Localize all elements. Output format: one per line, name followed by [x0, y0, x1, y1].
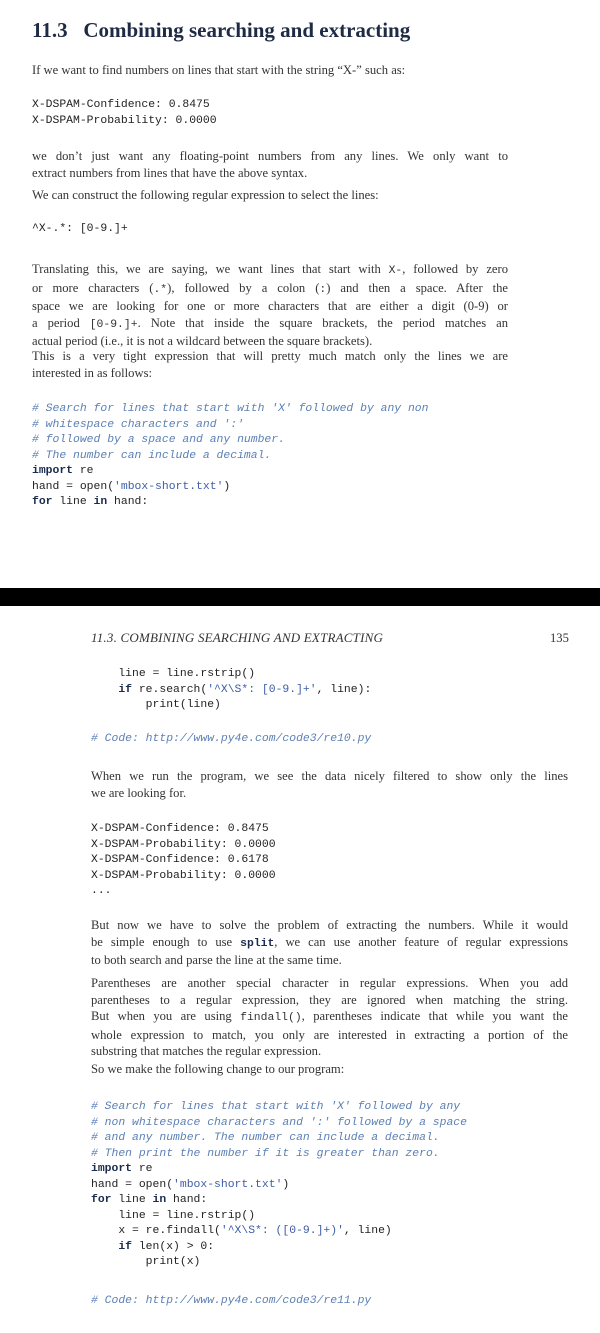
running-header: 11.3. COMBINING SEARCHING AND EXTRACTING — [91, 630, 384, 645]
code-text: hand: — [166, 1194, 208, 1206]
output-line: ... — [91, 885, 112, 897]
text-fragment: , parentheses indicate that while you want the — [301, 1009, 568, 1024]
code-string: 'mbox-short.txt' — [173, 1178, 283, 1191]
text-line — [32, 261, 508, 280]
code-line — [91, 1240, 467, 1256]
code-line: line = line.rstrip() — [91, 668, 256, 680]
code-source-link: # Code: http://www.py4e.com/code3/re11.py — [91, 1295, 372, 1307]
output-line: X-DSPAM-Probability: 0.0000 — [91, 869, 276, 882]
text-line: whole expression to match, you only are interested in extracting a portion of the — [91, 1027, 568, 1042]
intro-paragraph: If we want to find numbers on lines that start with the string “X-” such as: — [32, 63, 406, 77]
text-fragment: ) and then a space. After the — [326, 280, 508, 295]
code-comment: # Then print the number if it is greater than zero. — [91, 1147, 440, 1160]
code-keyword: for — [91, 1194, 112, 1206]
text-line: Parentheses are another special character in regular expressions. When you add — [91, 976, 568, 990]
text-line — [32, 315, 508, 334]
code-text: hand = open( — [32, 480, 115, 493]
paragraph-translation — [32, 261, 508, 350]
paragraph-tight — [32, 348, 508, 381]
code-line — [32, 480, 428, 496]
code-text: len(x) > 0: — [132, 1240, 215, 1253]
text-line: actual period (i.e., it is not a wildcard between the square brackets). — [32, 334, 373, 349]
text-line: When we run the program, we see the data nicely filtered to show only the lines — [91, 769, 568, 783]
text-fragment: , followed by zero — [402, 262, 508, 276]
code-text: hand = open( — [91, 1178, 174, 1191]
code-keyword: in — [93, 496, 108, 508]
code-keyword: for — [32, 496, 53, 508]
text-line: interested in as follows: — [32, 365, 152, 380]
section-number: 11.3 — [32, 18, 68, 42]
code-comment: # The number can include a decimal. — [32, 449, 272, 462]
code-line — [32, 495, 428, 511]
text-fragment: , we can use another feature of regular expressions — [274, 934, 568, 949]
sample-line: X-DSPAM-Confidence: 0.8475 — [32, 99, 210, 111]
page-lower — [0, 606, 600, 1333]
code-comment: # Search for lines that start with 'X' followed by any — [91, 1101, 461, 1113]
code-line — [32, 464, 428, 480]
text-line — [91, 934, 568, 953]
code-keyword: if — [118, 683, 133, 696]
code-keyword: if — [118, 1240, 133, 1253]
page-number: 135 — [550, 631, 569, 645]
code-keyword: import — [91, 1163, 133, 1175]
code-text: line — [52, 496, 94, 508]
text-fragment: Translating this, we are saying, we want lines that start with — [32, 262, 389, 276]
code-text: re — [132, 1163, 153, 1175]
inline-code: findall() — [240, 1012, 302, 1025]
text-fragment: or more characters ( — [32, 280, 154, 295]
code-string: 'mbox-short.txt' — [114, 480, 224, 493]
output-block — [91, 822, 276, 900]
paragraph-syntax — [32, 148, 508, 181]
code-keyword: in — [152, 1194, 167, 1206]
code-block-extract — [91, 1100, 467, 1271]
code-text: hand: — [107, 496, 149, 508]
code-text: , line) — [343, 1225, 392, 1237]
text-line: substring that matches the regular expression. — [91, 1044, 322, 1059]
output-line: X-DSPAM-Probability: 0.0000 — [91, 838, 276, 851]
code-keyword: import — [32, 465, 74, 477]
code-line — [91, 1178, 467, 1194]
code-string: '^X\S*: ([0-9.]+)' — [220, 1225, 344, 1237]
code-line — [91, 683, 371, 699]
text-line: space we are looking for one or more characters that are either a digit (0-9) or — [32, 299, 508, 314]
code-string: '^X\S*: [0-9.]+' — [207, 683, 317, 696]
code-text: re — [73, 465, 94, 477]
text-fragment: be simple enough to use — [91, 934, 241, 949]
code-comment: # whitespace characters and ':' — [32, 418, 244, 431]
text-fragment: . Note that inside the square brackets, the period matches an — [137, 315, 508, 330]
code-comment: # Search for lines that start with 'X' followed by any non — [32, 403, 429, 415]
text-line: parentheses to a regular expression, they are ignored when matching the string. — [91, 992, 568, 1007]
inline-code: [0-9.]+ — [89, 318, 138, 331]
page-separator — [0, 588, 600, 606]
code-text: x = re.findall( — [91, 1225, 221, 1237]
text-line: to both search and parse the line at the same time. — [91, 953, 342, 968]
sample-lines — [32, 98, 217, 129]
code-text: ) — [223, 480, 231, 493]
code-comment: # non whitespace characters and ':' followed by a space — [91, 1116, 467, 1129]
section-title: Combining searching and extracting — [83, 18, 411, 42]
paragraph-parentheses — [91, 975, 568, 1060]
code-block-search — [32, 402, 428, 511]
code-text: re.search( — [132, 683, 208, 696]
text-line: we don’t just want any floating-point numbers from any lines. We only want to — [32, 149, 508, 163]
text-line: This is a very tight expression that will pretty much match only the lines we are — [32, 349, 508, 363]
text-line: extract numbers from lines that have the above syntax. — [32, 165, 308, 180]
paragraph-change: So we make the following change to our program: — [91, 1062, 345, 1076]
output-line: X-DSPAM-Confidence: 0.6178 — [91, 854, 269, 866]
inline-code: : — [319, 283, 327, 296]
code-block-search-cont — [91, 667, 371, 714]
text-line — [91, 1008, 568, 1027]
code-text: line — [111, 1194, 153, 1206]
text-fragment: But when you are using — [91, 1009, 241, 1024]
section-heading — [32, 18, 410, 43]
inline-code: X- — [388, 265, 403, 277]
text-fragment: ), followed by a colon ( — [167, 280, 320, 295]
code-line: line = line.rstrip() — [91, 1209, 256, 1222]
paragraph-construct: We can construct the following regular expression to select the lines: — [32, 188, 379, 202]
paragraph-run — [91, 768, 568, 801]
code-line — [91, 1193, 467, 1209]
code-text: , line): — [316, 683, 372, 696]
text-line: we are looking for. — [91, 785, 187, 800]
text-fragment: a period — [32, 315, 90, 330]
code-line: print(x) — [91, 1256, 201, 1268]
code-comment: # and any number. The number can include a decimal. — [91, 1132, 440, 1144]
code-line: print(line) — [91, 699, 221, 711]
code-line — [91, 1224, 467, 1240]
inline-code: split — [240, 937, 275, 950]
page-upper — [0, 0, 600, 588]
code-comment: # followed by a space and any number. — [32, 434, 285, 446]
inline-code: .* — [153, 283, 168, 296]
text-line: But now we have to solve the problem of extracting the numbers. While it would — [91, 918, 568, 932]
sample-line: X-DSPAM-Probability: 0.0000 — [32, 114, 217, 127]
code-text: ) — [282, 1178, 290, 1191]
regex-expression: ^X-.*: [0-9.]+ — [32, 223, 128, 235]
paragraph-extract — [91, 917, 568, 969]
text-line — [32, 280, 508, 299]
output-line: X-DSPAM-Confidence: 0.8475 — [91, 823, 269, 835]
code-source-link: # Code: http://www.py4e.com/code3/re10.py — [91, 733, 372, 745]
code-line — [91, 1162, 467, 1178]
